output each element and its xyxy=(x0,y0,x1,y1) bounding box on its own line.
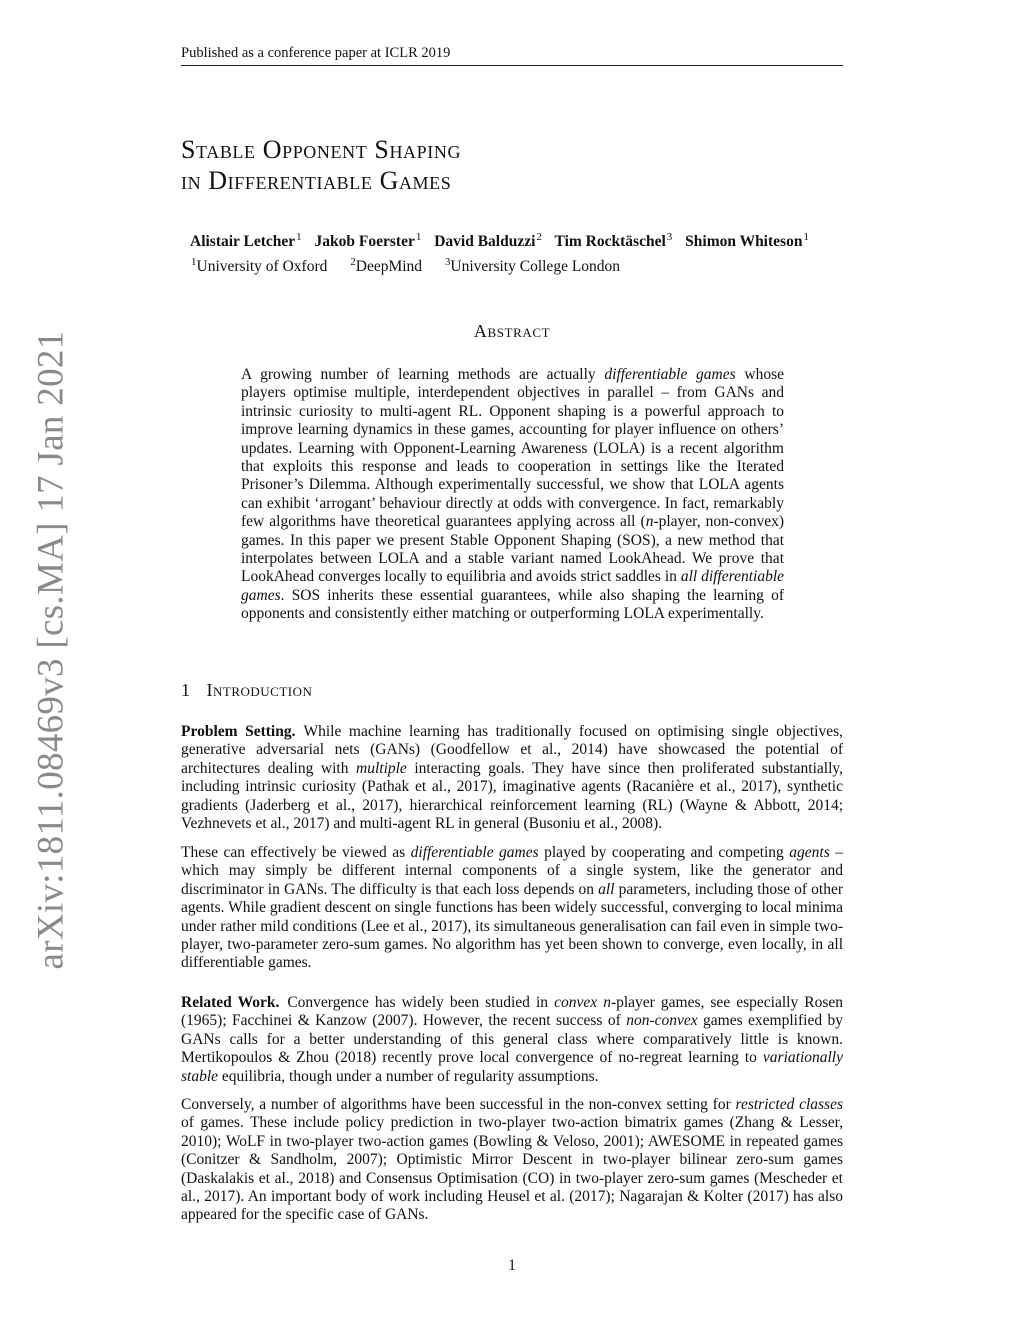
paragraph-runin-heading: Related Work. xyxy=(181,994,280,1011)
arxiv-identifier: arXiv:1811.08469v3 [cs.MA] 17 Jan 2021 xyxy=(30,330,72,970)
author xyxy=(190,233,302,250)
abstract-body xyxy=(241,366,784,624)
page-number: 1 xyxy=(508,1257,516,1274)
intro-paragraph-games xyxy=(181,844,843,973)
paragraph-emphasis: differentiable games xyxy=(410,844,539,861)
running-header: Published as a conference paper at ICLR 2019 xyxy=(181,44,843,66)
paragraph-emphasis: convex xyxy=(554,994,598,1011)
paragraph-text: parameters, including those of other agents. While gradient descent on single functions has been widely successful, converging to local minima under rather mild conditions (Lee et al., 2017), its simultaneous generalisation can fail even in simple two-player, two-parameter zero-sum games. No algorithm has yet been shown to converge, even locally, in all differentiable games. xyxy=(181,880,843,972)
intro-paragraph-related-work xyxy=(181,994,843,1086)
author xyxy=(315,233,422,250)
author-name: Alistair Letcher xyxy=(190,233,296,250)
section-title: Introduction xyxy=(206,680,313,700)
author-affil-mark: 2 xyxy=(536,231,542,243)
affiliation-list xyxy=(190,252,638,277)
author xyxy=(685,233,809,250)
paragraph-text: – which may simply be different internal components of a single system, like the generator and discriminator in GANs. The difficulty is that each loss depends on xyxy=(181,844,843,898)
section-heading-introduction xyxy=(181,680,312,701)
affiliation-mark: 1 xyxy=(191,256,197,268)
affiliation-name: University of Oxford xyxy=(196,258,328,275)
author xyxy=(555,233,673,250)
abstract-text: A growing number of learning methods are actually xyxy=(241,366,605,383)
title-line-2: in Differentiable Games xyxy=(181,166,452,195)
abstract-text: -player, non-convex) games. In this paper we present Stable Opponent Shaping (SOS), a new method that interpolates between LOLA and a stable variant named LookAhead. We prove that LookAhead converges locally to equilibria and avoids strict saddles in xyxy=(241,513,784,586)
paragraph-math: n xyxy=(603,994,611,1011)
paragraph-text: played by cooperating and competing xyxy=(538,844,790,861)
abstract-text: whose players optimise multiple, interdependent objectives in parallel – from GANs and intrinsic curiosity to multi-agent RL. Opponent shaping is a powerful approach to improve learning dynamics in these games, accounting for player influence on others’ updates. Learning with Opponent-Learning Awareness (LOLA) is a recent algorithm that exploits this response and leads to cooperation in settings like the Iterated Prisoner’s Dilemma. Although experimentally successful, we show that LOLA agents can exhibit ‘arrogant’ behaviour directly at odds with convergence. In fact, remarkably few algorithms have theoretical guarantees applying across all ( xyxy=(241,366,785,531)
author-name: Tim Rocktäschel xyxy=(554,233,666,250)
abstract-emphasis: all differentiable games xyxy=(241,568,785,604)
paragraph-emphasis: all xyxy=(598,880,615,898)
paragraph-text: of games. These include policy prediction in two-player two-action bimatrix games (Zhang & Lesser, 2010); WoLF in two-player two-action games (Bowling & Veloso, 2001); AWESOME in repeated games (Conitzer & Sandholm, 2007); Optimistic Mirror Descent in two-player bilinear zero-sum games (Daskalakis et al., 2018) and Consensus Optimisation (CO) in two-player zero-sum games (Mescheder et al., 2017). An important body of work including Heusel et al. (2017); Nagarajan & Kolter (2017) has also appeared for the specific case of GANs. xyxy=(181,1114,843,1224)
author-name: Jakob Foerster xyxy=(314,233,415,250)
paragraph-text: games exemplified by GANs calls for a better understanding of this general class where comparatively little is known. Mertikopoulos & Zhou (2018) recently prove local convergence of no-regreat learning to xyxy=(181,1012,843,1067)
author xyxy=(434,233,542,250)
arxiv-identifier-sidebar xyxy=(26,330,76,970)
affiliation xyxy=(444,258,620,275)
affiliation-name: University College London xyxy=(450,258,621,275)
paragraph-text: -player games, see especially Rosen (1965); Facchinei & Kanzow (2007). However, the recent success of xyxy=(181,994,844,1030)
author-affil-mark: 1 xyxy=(415,231,422,243)
affiliation xyxy=(349,258,422,275)
paragraph-text: equilibria, though under a number of regularity assumptions. xyxy=(218,1067,599,1085)
author-affil-mark: 1 xyxy=(296,231,302,243)
paragraph-text: Convergence has widely been studied in xyxy=(287,994,555,1011)
affiliation-mark: 2 xyxy=(350,256,356,268)
author-affil-mark: 3 xyxy=(666,231,673,243)
author-name: Shimon Whiteson xyxy=(685,233,803,250)
paper-title xyxy=(181,134,461,196)
abstract-text: . SOS inherits these essential guarantees, while also shaping the learning of opponents and consistently either matching or outperforming LOLA experimentally. xyxy=(241,586,784,623)
paragraph-text: While machine learning has traditionally focused on optimising single objectives, generative adversarial nets (GANs) (Goodfellow et al., 2014) have showcased the potential of architectures dealing with xyxy=(181,723,843,777)
title-line-1: Stable Opponent Shaping xyxy=(181,135,462,164)
abstract-math: n xyxy=(645,513,654,531)
author-name: David Balduzzi xyxy=(434,233,536,250)
paragraph-runin-heading: Problem Setting. xyxy=(181,723,296,740)
paragraph-emphasis: non-convex xyxy=(626,1012,698,1030)
intro-paragraph-restricted-classes xyxy=(181,1096,843,1225)
paragraph-emphasis: agents xyxy=(789,844,830,861)
paragraph-text: These can effectively be viewed as xyxy=(181,844,411,861)
affiliation xyxy=(190,258,327,275)
paragraph-emphasis: restricted classes xyxy=(735,1096,843,1113)
author-affil-mark: 1 xyxy=(803,231,809,243)
intro-paragraph-problem-setting xyxy=(181,723,843,833)
paragraph-emphasis: multiple xyxy=(356,759,407,777)
affiliation-name: DeepMind xyxy=(355,258,423,275)
abstract-emphasis: differentiable games xyxy=(604,366,736,383)
abstract-heading: Abstract xyxy=(473,321,551,341)
affiliation-mark: 3 xyxy=(444,256,451,268)
paragraph-emphasis: variationally stable xyxy=(181,1049,843,1085)
author-list xyxy=(190,227,818,252)
paragraph-text: interacting goals. They have since then proliferated substantially, including intrinsic curiosity (Pathak et al., 2017), imaginative agents (Racanière et al., 2017), synthetic gradients (Jaderberg et al., 2017), hierarchical reinforcement learning (RL) (Wayne & Abbott, 2014; Vezhnevets et al., 2017) and multi-agent RL in general (Busoniu et al., 2008). xyxy=(181,759,843,833)
section-number: 1 xyxy=(181,680,191,700)
paragraph-text: Conversely, a number of algorithms have been successful in the non-convex setting for xyxy=(181,1096,736,1113)
